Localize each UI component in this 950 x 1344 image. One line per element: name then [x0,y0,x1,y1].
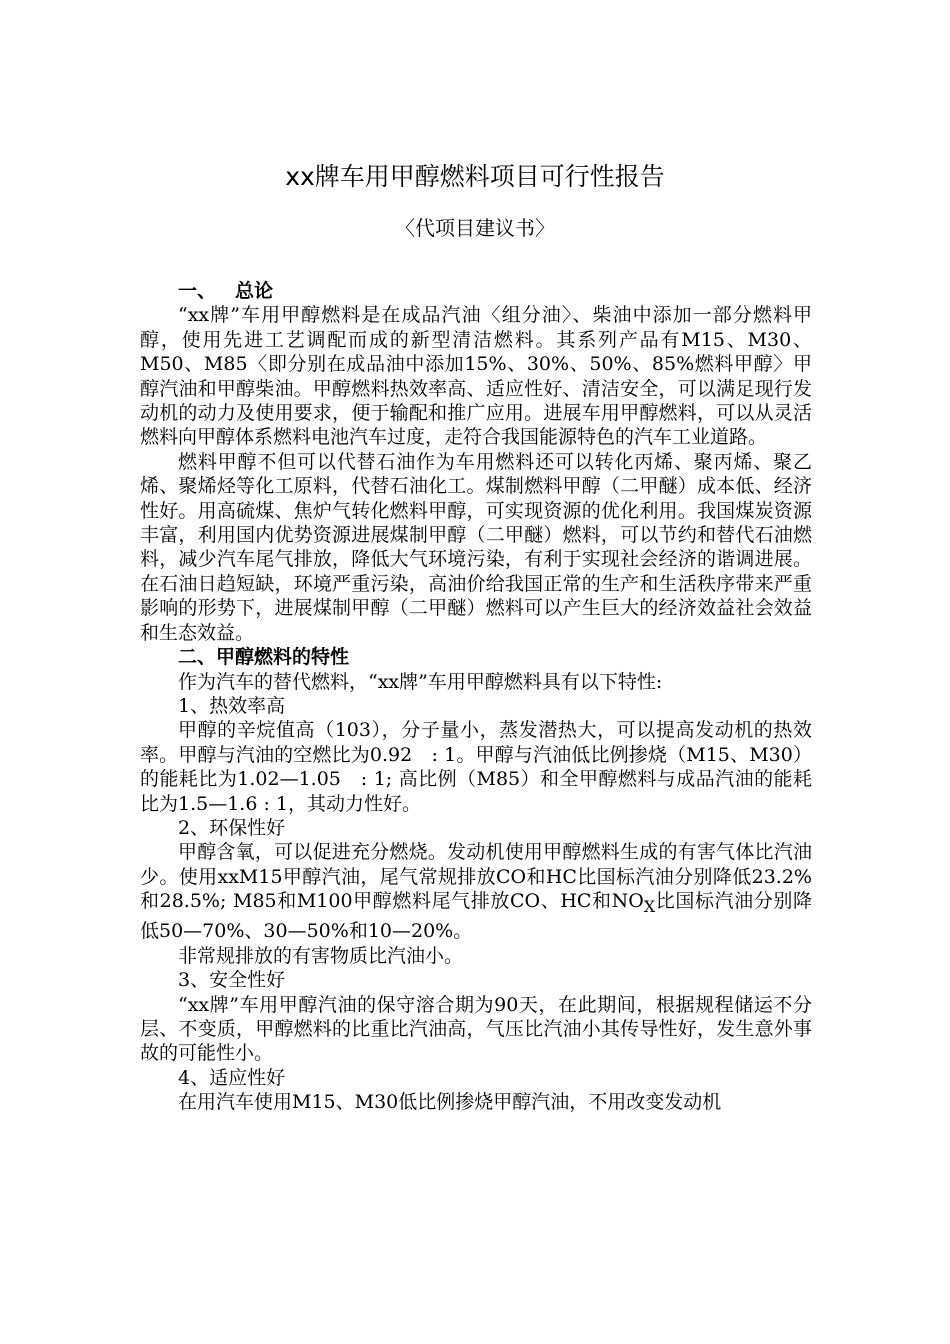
text-run: 甲醇含氧，可以促进充分燃烧。发动机使用甲醇燃料生成的有害气体比汽油少。使用xxM15甲醇汽油，尾气常规排放CO和HC比国标汽油分别降低23.2%和28.5%; M85和M100甲醇燃料尾气排放CO、HC和NO [140,841,812,913]
subscript: X [643,896,656,916]
paragraph: 在用汽车使用M15、M30低比例掺烧甲醇汽油，不用改变发动机 [178,1091,722,1114]
item-label: 1、热效率高 [178,694,286,717]
document-body [140,279,812,1115]
paragraph: 燃料甲醇不但可以代替石油作为车用燃料还可以转化丙烯、聚丙烯、聚乙烯、聚烯烃等化工原料，代替石油化工。煤制燃料甲醇（二甲醚）成本低、经济性好。用高硫煤、焦炉气转化燃料甲醇，可实现资源的优化利用。我国煤炭资源丰富，利用国内优势资源进展煤制甲醇（二甲醚）燃料，可以节约和替代石油燃料，减少汽车尾气排放，降低大气环境污染，有利于实现社会经济的谐调进展。在石油日趋短缺，环境严重污染，高油价给我国正常的生产和生活秩序带来严重影响的形势下，进展煤制甲醇（二甲醚）燃料可以产生巨大的经济效益社会效益和生态效益。 [140,450,812,644]
paragraph: “xx牌”车用甲醇燃料是在成品汽油〈组分油〉、柴油中添加一部分燃料甲醇，使用先进工艺调配而成的新型清洁燃料。其系列产品有M15、M30、M50、M85〈即分别在成品油中添加15%、30%、50%、85%燃料甲醇〉甲醇汽油和甲醇柴油。甲醇燃料热效率高、适应性好、清洁安全，可以满足现行发动机的动力及使用要求，便于输配和推广应用。进展车用甲醇燃料，可以从灵活燃料向甲醇体系燃料电池汽车过度，走符合我国能源特色的汽车工业道路。 [140,304,812,449]
paragraph: 非常规排放的有害物质比汽油小。 [178,944,464,967]
item-label: 2、环保性好 [178,816,286,839]
paragraph: 甲醇的辛烷值高（103），分子量小，蒸发潜热大，可以提高发动机的热效率。甲醇与汽油的空燃比为0.92 : 1。甲醇与汽油低比例掺烧（M15、M30）的能耗比为1.02—1.05 : 1; 高比例（M85）和全甲醇燃料与成品汽油的能耗比为1.5—1.6 : 1，其动力性好。 [140,719,812,815]
document-subtitle: 〈代项目建议书〉 [395,216,555,240]
item-label: 4、适应性好 [178,1066,286,1089]
paragraph: “xx牌”车用甲醇汽油的保守溶合期为90天，在此期间，根据规程储运不分层、不变质，甲醇燃料的比重比汽油高，气压比汽油小其传导性好，发生意外事故的可能性小。 [140,993,812,1065]
text-run: 比国标汽油分别降低50—70%、30—50%和10—20%。 [140,890,812,943]
document-title: xx牌车用甲醇燃料项目可行性报告 [285,162,665,191]
section-heading-general [140,279,812,303]
section-title: 总论 [235,280,274,302]
item-label: 3、安全性好 [178,969,286,992]
section-heading-properties: 二、甲醇燃料的特性 [178,646,350,669]
paragraph-intro: 作为汽车的替代燃料，“xx牌”车用甲醇燃料具有以下特性: [178,670,663,693]
paragraph [140,840,812,943]
section-number: 一、 [178,280,217,302]
